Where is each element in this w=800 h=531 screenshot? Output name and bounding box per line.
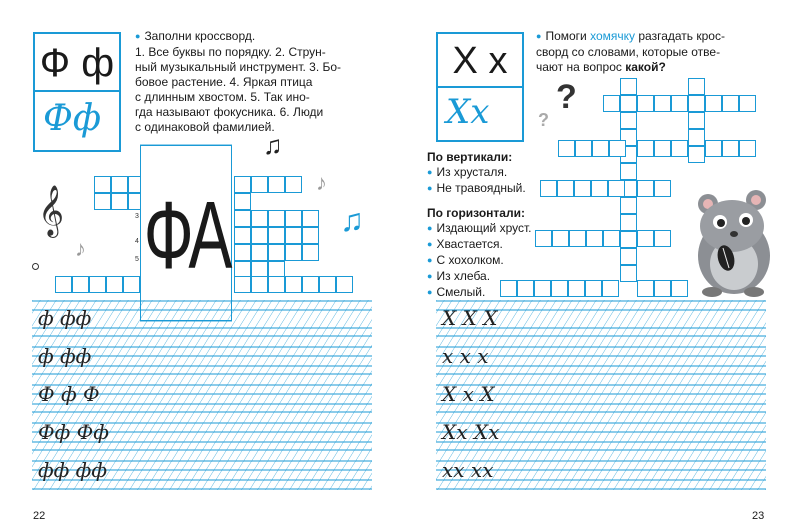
note-icon: ♫ (340, 202, 364, 238)
page-number-left: 22 (33, 510, 46, 522)
writing-sample: хх хх (442, 458, 494, 482)
clue-line: бовое растение. 4. Яркая птица (135, 75, 313, 89)
treble-clef-icon: 𝄞 (38, 186, 65, 235)
clue-line: 1. Все буквы по порядку. 2. Струн- (135, 45, 326, 59)
question-mark-icon: ? (538, 110, 549, 130)
clue-line: с одинаковой фамилией. (135, 120, 275, 134)
clues-vertical: По вертикали: ● Из хрусталя. ● Не травоядный. (427, 150, 526, 197)
writing-sample: ф фф (38, 344, 92, 368)
big-letters-fa: ФА (140, 145, 232, 322)
writing-sample: Х Х Х (442, 306, 498, 330)
clue-line: с длинным хвостом. 5. Так ино- (135, 90, 310, 104)
hamster-illustration (694, 186, 774, 298)
clues-horizontal: По горизонтали: ● Издающий хруст. ● Хвастается. ● С хохолком. ● Из хлеба. ● Смелый. (427, 206, 532, 301)
clue-line: гда называют фокусника. 6. Люди (135, 105, 324, 119)
letters-script-h: Хх (446, 92, 490, 132)
writing-sample: Хх Хх (442, 420, 500, 444)
writing-sample: х х х (442, 344, 489, 368)
writing-sample: Х х Х (442, 382, 495, 406)
note-icon: ♪ (75, 236, 86, 261)
instruction-right: ● Помоги хомячку разгадать крос- сворд со словами, которые отве- чают на вопрос какой? (536, 29, 776, 75)
page-number-right: 23 (752, 510, 765, 522)
note-icon: ♫ (263, 130, 283, 160)
writing-sample: ф фф (38, 306, 92, 330)
writing-sample: Ф ф Ф (38, 382, 100, 406)
cw-number: 5 (135, 256, 139, 263)
writing-sample: Фф Фф (38, 420, 109, 444)
cw-number: 4 (135, 238, 139, 245)
letter-box-h (436, 32, 524, 142)
writing-sample: фф фф (38, 458, 107, 482)
circle-icon (32, 263, 39, 270)
instruction-left: ● Заполни кроссворд. 1. Все буквы по порядку. 2. Струн- ный музыкальный инструмент. 3. Бо- бовое растение. 4. Яркая птица с длинным хвостом. 5. Так ино- гда называют фокусника. 6. Люди с одинаковой фамилией. (135, 29, 385, 135)
clue-line: ный музыкальный инструмент. 3. Бо- (135, 60, 342, 74)
letters-print-f: Ф ф (39, 41, 115, 85)
note-icon: ♪ (316, 170, 327, 195)
letters-print-h: Х х (452, 40, 508, 82)
letters-script-f: Фф (43, 98, 102, 139)
question-mark-icon: ? (556, 78, 577, 116)
cw-number: 3 (135, 213, 139, 220)
letter-box-f (33, 32, 121, 152)
